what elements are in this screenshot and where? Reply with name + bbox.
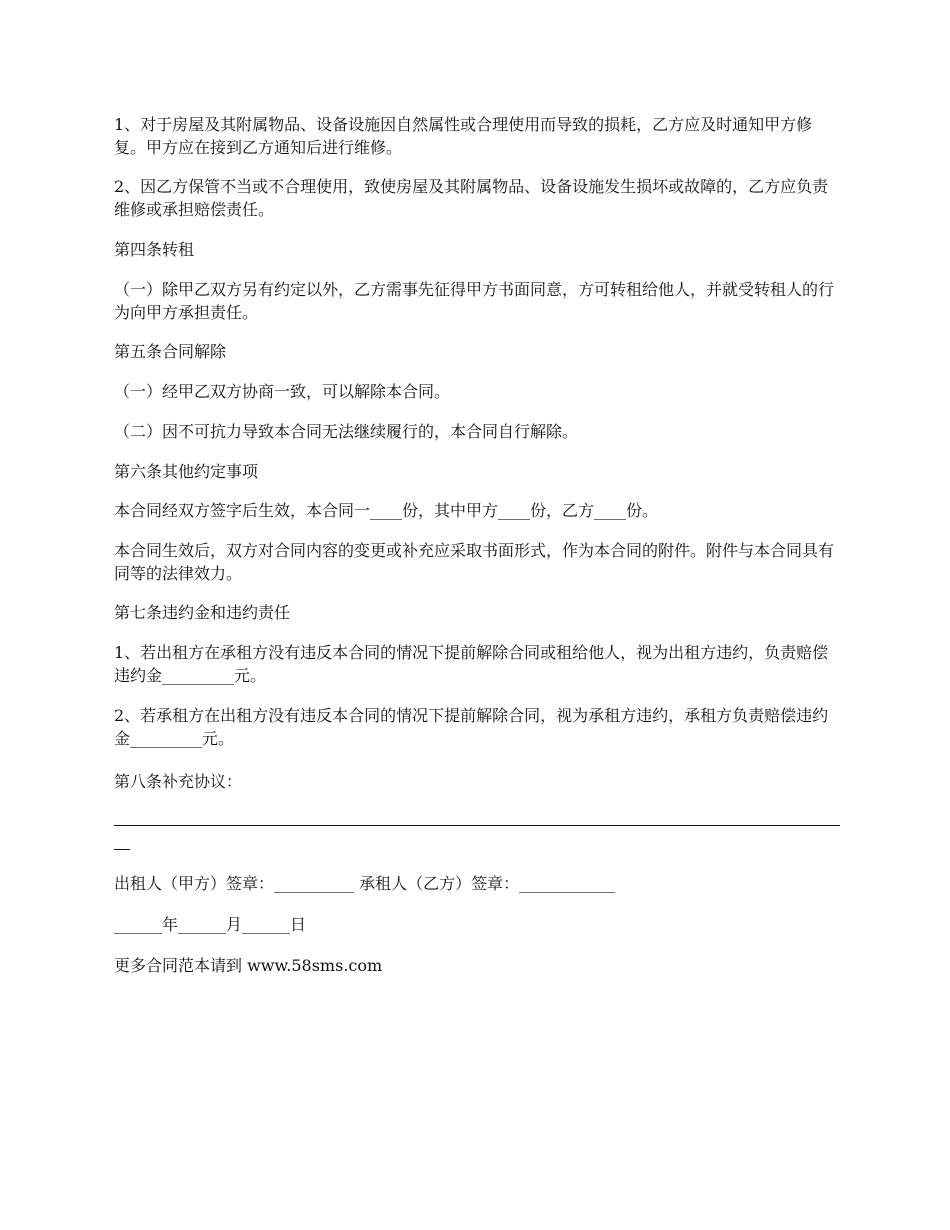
heading-article-6: 第六条其他约定事项: [114, 462, 259, 481]
supplement-blank-line: [114, 825, 840, 826]
paragraph-penalty-lessee: 2、若承租方在出租方没有违反本合同的情况下提前解除合同，视为承租方违约，承租方负责赔偿违约金_________元。: [114, 706, 829, 748]
paragraph-amendments: 本合同生效后，双方对合同内容的变更或补充应采取书面形式，作为本合同的附件。附件与本合同具有同等的法律效力。: [114, 541, 835, 583]
paragraph-penalty-lessor: 1、若出租方在承租方没有违反本合同的情况下提前解除合同或租给他人，视为出租方违约，负责赔偿违约金_________元。: [114, 643, 829, 685]
heading-article-7: 第七条违约金和违约责任: [114, 603, 291, 622]
heading-article-8: 第八条补充协议：: [114, 772, 243, 791]
paragraph-maintenance-2: 2、因乙方保管不当或不合理使用，致使房屋及其附属物品、设备设施发生损坏或故障的，乙方应负责维修或承担赔偿责任。: [114, 177, 829, 219]
paragraph-maintenance-1: 1、对于房屋及其附属物品、设备设施因自然属性或合理使用而导致的损耗，乙方应及时通知甲方修复。甲方应在接到乙方通知后进行维修。: [114, 115, 813, 157]
more-templates-link-text: 更多合同范本请到 www.58sms.com: [114, 956, 383, 975]
date-line: ______年______月______日: [114, 915, 307, 934]
paragraph-termination-2: （二）因不可抗力导致本合同无法继续履行的，本合同自行解除。: [114, 422, 579, 441]
paragraph-sublease: （一）除甲乙双方另有约定以外，乙方需事先征得甲方书面同意，方可转租给他人，并就受转租人的行为向甲方承担责任。: [114, 280, 835, 322]
paragraph-copies: 本合同经双方签字后生效，本合同一____份，其中甲方____份，乙方____份。: [114, 501, 659, 520]
heading-article-5: 第五条合同解除: [114, 342, 227, 361]
supplement-blank-line-tail: [114, 849, 130, 850]
paragraph-termination-1: （一）经甲乙双方协商一致，可以解除本合同。: [114, 382, 451, 401]
heading-article-4: 第四条转租: [114, 240, 195, 259]
signature-line: 出租人（甲方）签章：__________ 承租人（乙方）签章：____________: [114, 874, 616, 893]
